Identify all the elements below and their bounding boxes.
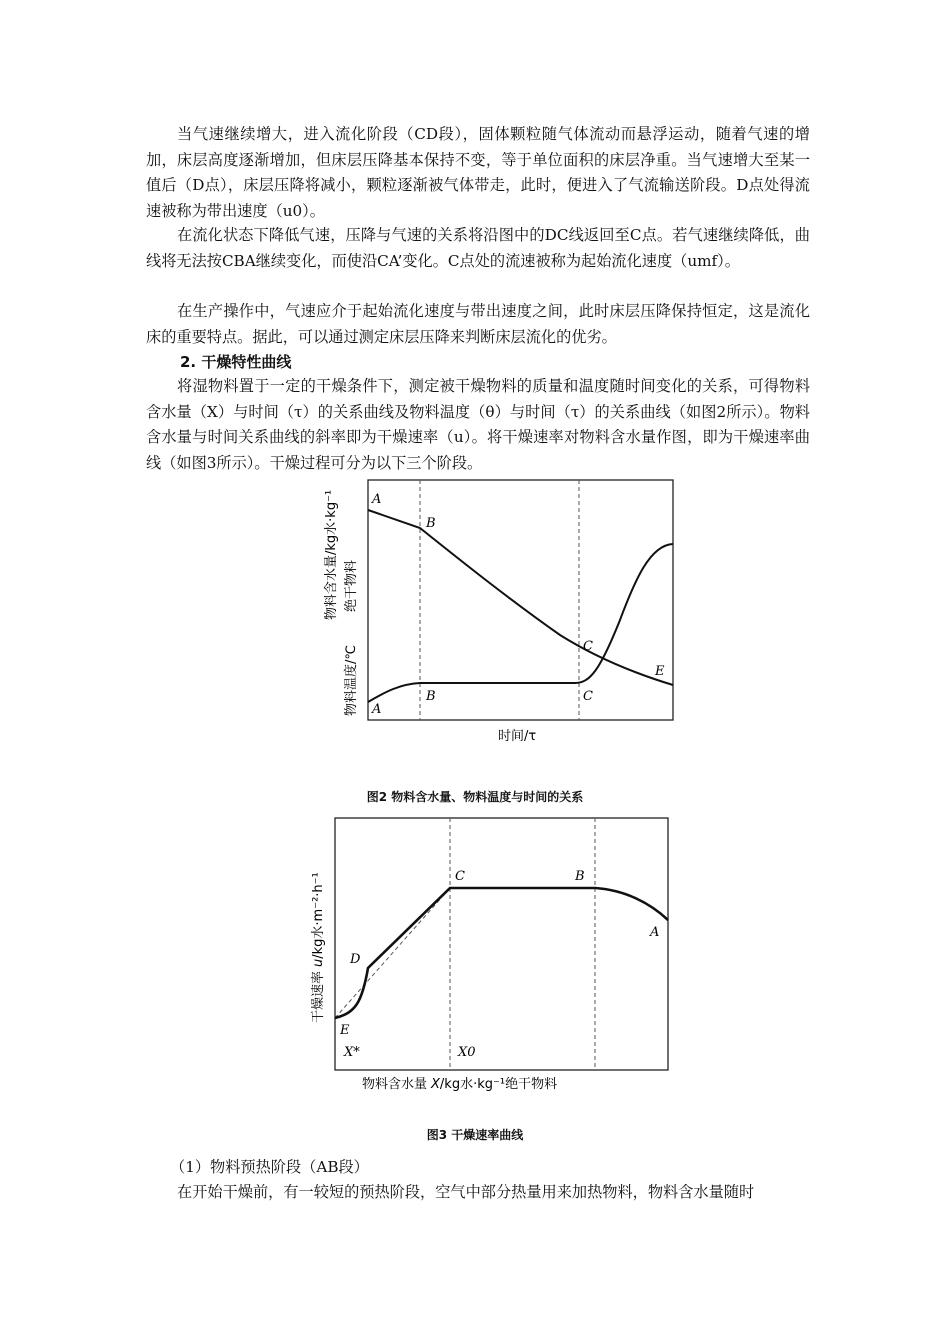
paragraph-preheat: 在开始干燥前，有一较短的预热阶段，空气中部分热量用来加热物料，物料含水量随时 (177, 1183, 755, 1201)
fig3-ylabel (310, 872, 326, 1023)
fig2-ylabel-moisture: 物料含水量/kg水·kg⁻¹ (324, 489, 339, 620)
fig3-mark-X0: X0 (458, 1045, 476, 1060)
fig3-point-C: C (455, 869, 465, 884)
fig3-ylabel-prefix: 干燥速率 (311, 970, 326, 1023)
subsection-preheat: （1）物料预热阶段（AB段） (170, 1158, 369, 1176)
fig2-point-A-lower: A (372, 702, 382, 717)
fig3-xlabel (362, 1076, 557, 1092)
fig3-xlabel-unit: /kg水·kg⁻¹绝干物料 (439, 1077, 558, 1092)
fig2-moisture-curve (368, 510, 673, 685)
fig3-xlabel-var: X (431, 1077, 440, 1092)
fig3-ylabel-unit: /kg水·m⁻²·h⁻¹ (311, 872, 326, 959)
fig2-point-A-upper: A (372, 492, 382, 507)
section-heading-drying-curve: 2. 干燥特性曲线 (180, 353, 292, 371)
fig2-point-C-lower: C (583, 689, 593, 704)
paragraph-fluidization: 当气速继续增大，进入流化阶段（CD段），固体颗粒随气体流动而悬浮运动，随着气速的增加，床层高度逐渐增加，但床层压降基本保持不变，等于单位面积的床层净重。当气速增大至某一值后（D点），床层压降将减小，颗粒逐渐被气体带走，此时，便进入了气流输送阶段。D点处得流速被称为带出速度（u0）。 (146, 125, 810, 220)
figure-2-caption: 图2 物料含水量、物料温度与时间的关系 (366, 790, 584, 804)
paragraph-drying-intro: 将湿物料置于一定的干燥条件下，测定被干燥物料的质量和温度随时间变化的关系，可得物料含水量（X）与时间（τ）的关系曲线及物料温度（θ）与时间（τ）的关系曲线（如图2所示）。物料含水量与时间关系曲线的斜率即为干燥速率（u）。将干燥速率对物料含水量作图，即为干燥速率曲线（如图3所示）。干燥过程可分为以下三个阶段。 (146, 377, 810, 472)
fig3-mark-Xstar: X* (344, 1045, 360, 1060)
fig3-point-A: A (650, 925, 660, 940)
fig2-point-C-upper: C (583, 639, 593, 654)
paragraph-operation: 在生产操作中，气速应介于起始流化速度与带出速度之间，此时床层压降保持恒定，这是流化床的重要特点。据此，可以通过测定床层压降来判断床层流化的优劣。 (146, 302, 810, 346)
fig2-point-B-upper: B (426, 516, 436, 531)
fig3-point-D: D (350, 952, 361, 967)
figure-2-chart (310, 470, 680, 760)
fig2-ylabel-temperature: 物料温度/℃ (344, 645, 359, 716)
fig2-temperature-curve (368, 544, 673, 702)
fig3-ylabel-var: u (311, 958, 326, 967)
figure-3-chart (300, 808, 680, 1098)
fig2-point-B-lower: B (426, 689, 436, 704)
fig2-xlabel: 时间/τ (498, 729, 537, 744)
fig3-frame (335, 818, 668, 1070)
paragraph-reduce-velocity: 在流化状态下降低气速，压降与气速的关系将沿图中的DC线返回至C点。若气速继续降低，曲线将无法按CBA继续变化，而使沿CA’变化。C点处的流速被称为起始流化速度（umf）。 (146, 226, 810, 270)
fig2-ylabel-moisture-2: 绝干物料 (344, 559, 359, 612)
fig3-rate-curve (335, 888, 668, 1018)
fig3-point-E: E (340, 1023, 350, 1038)
figure-3-caption: 图3 干燥速率曲线 (426, 1128, 524, 1142)
fig2-point-E-upper: E (655, 664, 665, 679)
fig3-point-B: B (575, 869, 585, 884)
fig3-xlabel-prefix: 物料含水量 (362, 1077, 428, 1092)
